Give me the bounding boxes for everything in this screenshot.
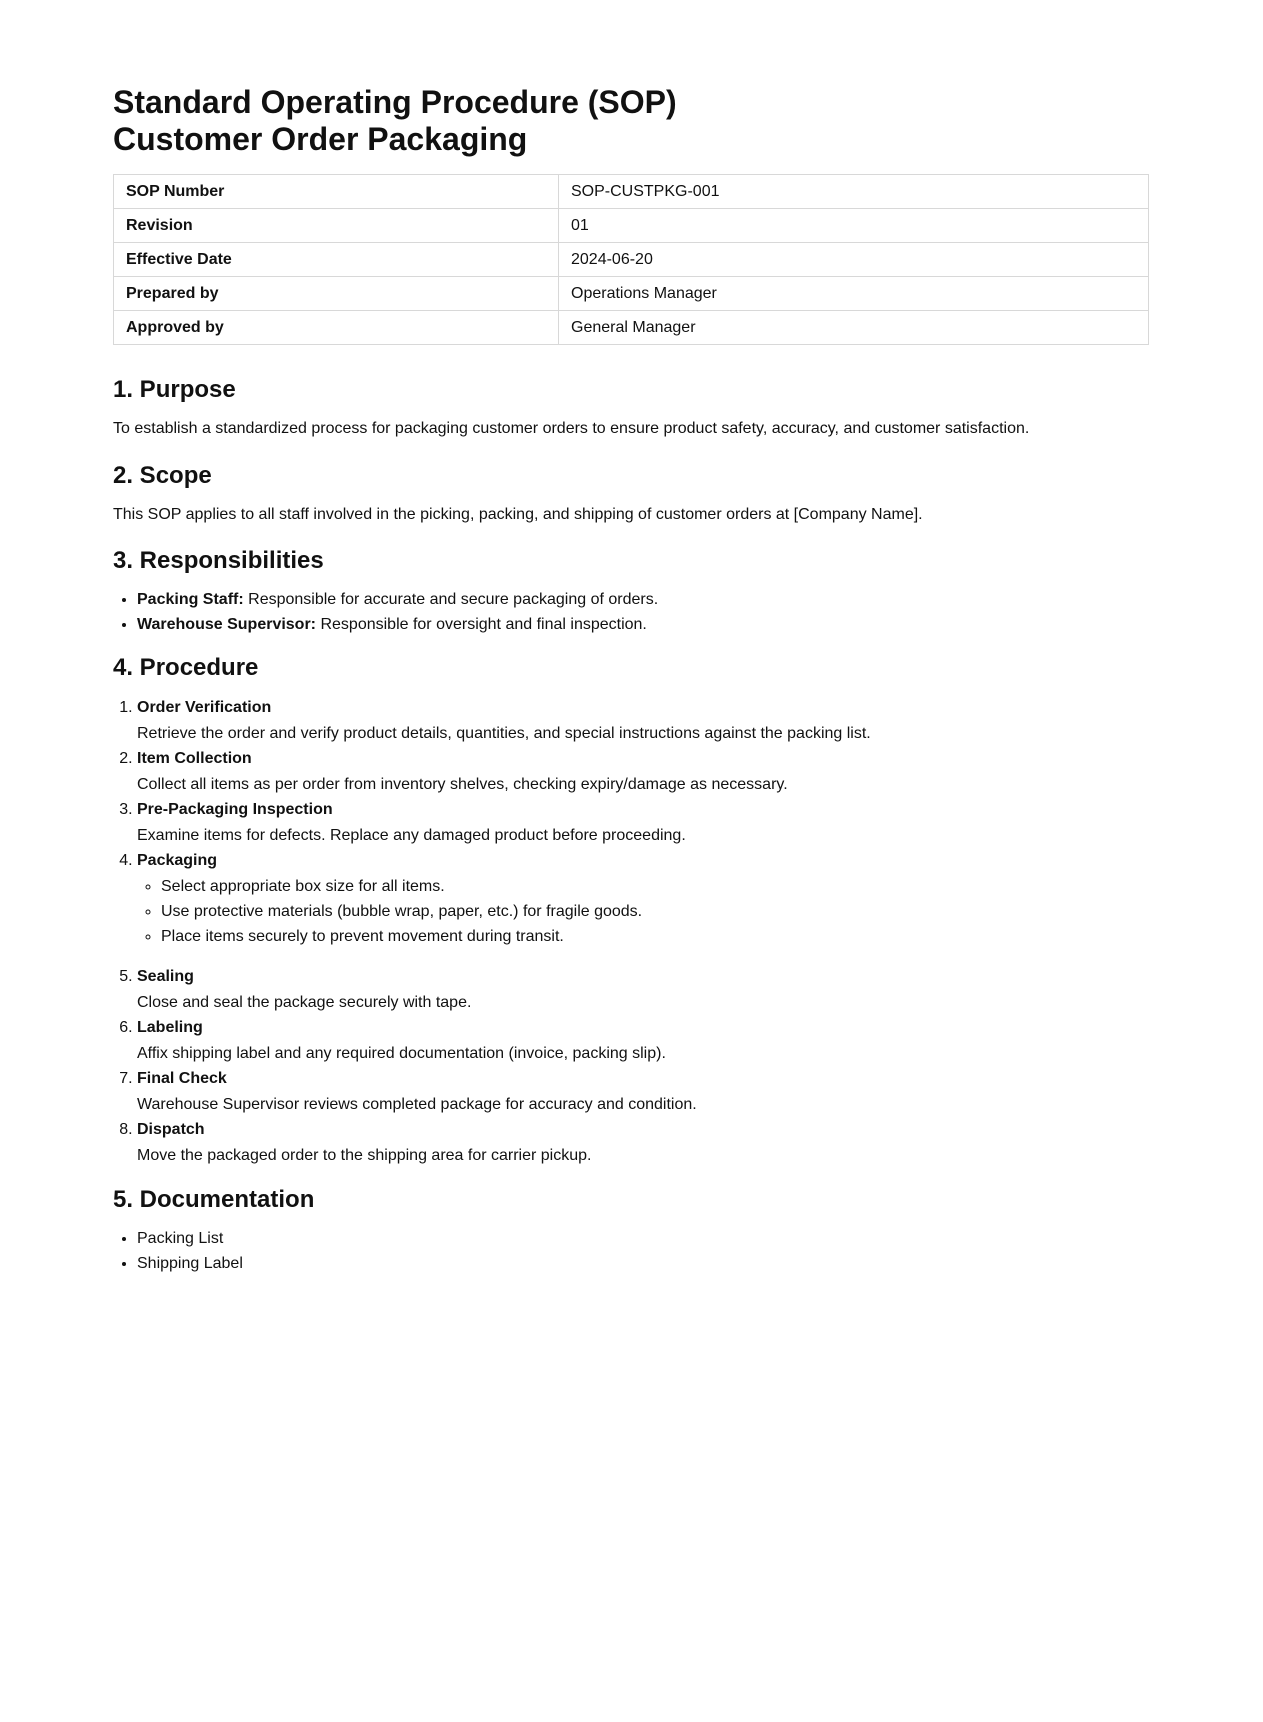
step-title: 8. Dispatch bbox=[137, 1121, 205, 1138]
documentation-list bbox=[113, 1229, 1149, 1274]
responsibilities-heading: 3. Responsibilities bbox=[113, 547, 324, 574]
list-item bbox=[137, 615, 1149, 635]
page-title bbox=[113, 84, 1149, 158]
procedure-step bbox=[137, 749, 1149, 795]
step-description: Retrieve the order and verify product details, quantities, and special instructions against the packing list. bbox=[137, 725, 871, 742]
approved-by-value: General Manager bbox=[559, 311, 1149, 345]
purpose-heading: 1. Purpose bbox=[113, 376, 236, 403]
step-title: 7. Final Check bbox=[137, 1070, 227, 1087]
prepared-by-value: Operations Manager bbox=[559, 277, 1149, 311]
step-description: Examine items for defects. Replace any damaged product before proceeding. bbox=[137, 827, 686, 844]
step-title: 3. Pre-Packaging Inspection bbox=[137, 801, 333, 818]
step-title: 2. Item Collection bbox=[137, 750, 252, 767]
role-label: Warehouse Supervisor: bbox=[137, 616, 317, 633]
table-row bbox=[114, 277, 1149, 311]
list-item: ◦ Use protective materials (bubble wrap, paper, etc.) for fragile goods. bbox=[161, 902, 1149, 922]
effective-date-value: 2024-06-20 bbox=[559, 243, 1149, 277]
table-row bbox=[114, 209, 1149, 243]
packaging-substeps bbox=[137, 877, 1149, 947]
scope-text: This SOP applies to all staff involved in the picking, packing, and shipping of customer orders at [Company Name]. bbox=[113, 506, 923, 523]
table-row bbox=[114, 311, 1149, 345]
sop-number-label: SOP Number bbox=[114, 175, 559, 209]
scope-heading: 2. Scope bbox=[113, 462, 212, 489]
list-item: ◦ Select appropriate box size for all items. bbox=[161, 877, 1149, 897]
procedure-step bbox=[137, 698, 1149, 744]
title-line-1: Standard Operating Procedure (SOP) bbox=[113, 84, 677, 120]
step-description: Warehouse Supervisor reviews completed package for accuracy and condition. bbox=[137, 1096, 697, 1113]
procedure-step bbox=[137, 800, 1149, 846]
list-item: ◦ Place items securely to prevent movement during transit. bbox=[161, 927, 1149, 947]
sop-number-value: SOP-CUSTPKG-001 bbox=[559, 175, 1149, 209]
step-title: 1. Order Verification bbox=[137, 699, 272, 716]
step-description: Collect all items as per order from inventory shelves, checking expiry/damage as necessary. bbox=[137, 776, 788, 793]
step-title: 6. Labeling bbox=[137, 1019, 203, 1036]
procedure-step bbox=[137, 851, 1149, 947]
procedure-step bbox=[137, 967, 1149, 1013]
prepared-by-label: Prepared by bbox=[114, 277, 559, 311]
documentation-heading: 5. Documentation bbox=[113, 1186, 315, 1213]
list-item: • Shipping Label bbox=[137, 1254, 1149, 1274]
procedure-step bbox=[137, 1069, 1149, 1115]
purpose-text: To establish a standardized process for packaging customer orders to ensure product safety, accuracy, and customer satisfaction. bbox=[113, 420, 1030, 437]
procedure-heading: 4. Procedure bbox=[113, 654, 259, 681]
responsibilities-list bbox=[113, 590, 1149, 635]
step-title: 4. Packaging bbox=[137, 852, 218, 869]
procedure-step bbox=[137, 1120, 1149, 1166]
table-row bbox=[114, 243, 1149, 277]
step-description: Close and seal the package securely with tape. bbox=[137, 994, 472, 1011]
step-description: Affix shipping label and any required documentation (invoice, packing slip). bbox=[137, 1045, 666, 1062]
procedure-step bbox=[137, 1018, 1149, 1064]
sop-metadata-table bbox=[113, 174, 1149, 345]
title-line-2: Customer Order Packaging bbox=[113, 121, 528, 157]
list-item bbox=[137, 590, 1149, 610]
role-description: Responsible for accurate and secure packaging of orders. bbox=[243, 591, 659, 608]
revision-value: 01 bbox=[559, 209, 1149, 243]
table-row bbox=[114, 175, 1149, 209]
role-description: Responsible for oversight and final inspection. bbox=[316, 616, 647, 633]
role-label: Packing Staff: bbox=[137, 591, 244, 608]
effective-date-label: Effective Date bbox=[114, 243, 559, 277]
approved-by-label: Approved by bbox=[114, 311, 559, 345]
procedure-steps bbox=[113, 698, 1149, 1166]
revision-label: Revision bbox=[114, 209, 559, 243]
list-item: • Packing List bbox=[137, 1229, 1149, 1249]
step-description: Move the packaged order to the shipping area for carrier pickup. bbox=[137, 1147, 592, 1164]
step-title: 5. Sealing bbox=[137, 968, 194, 985]
